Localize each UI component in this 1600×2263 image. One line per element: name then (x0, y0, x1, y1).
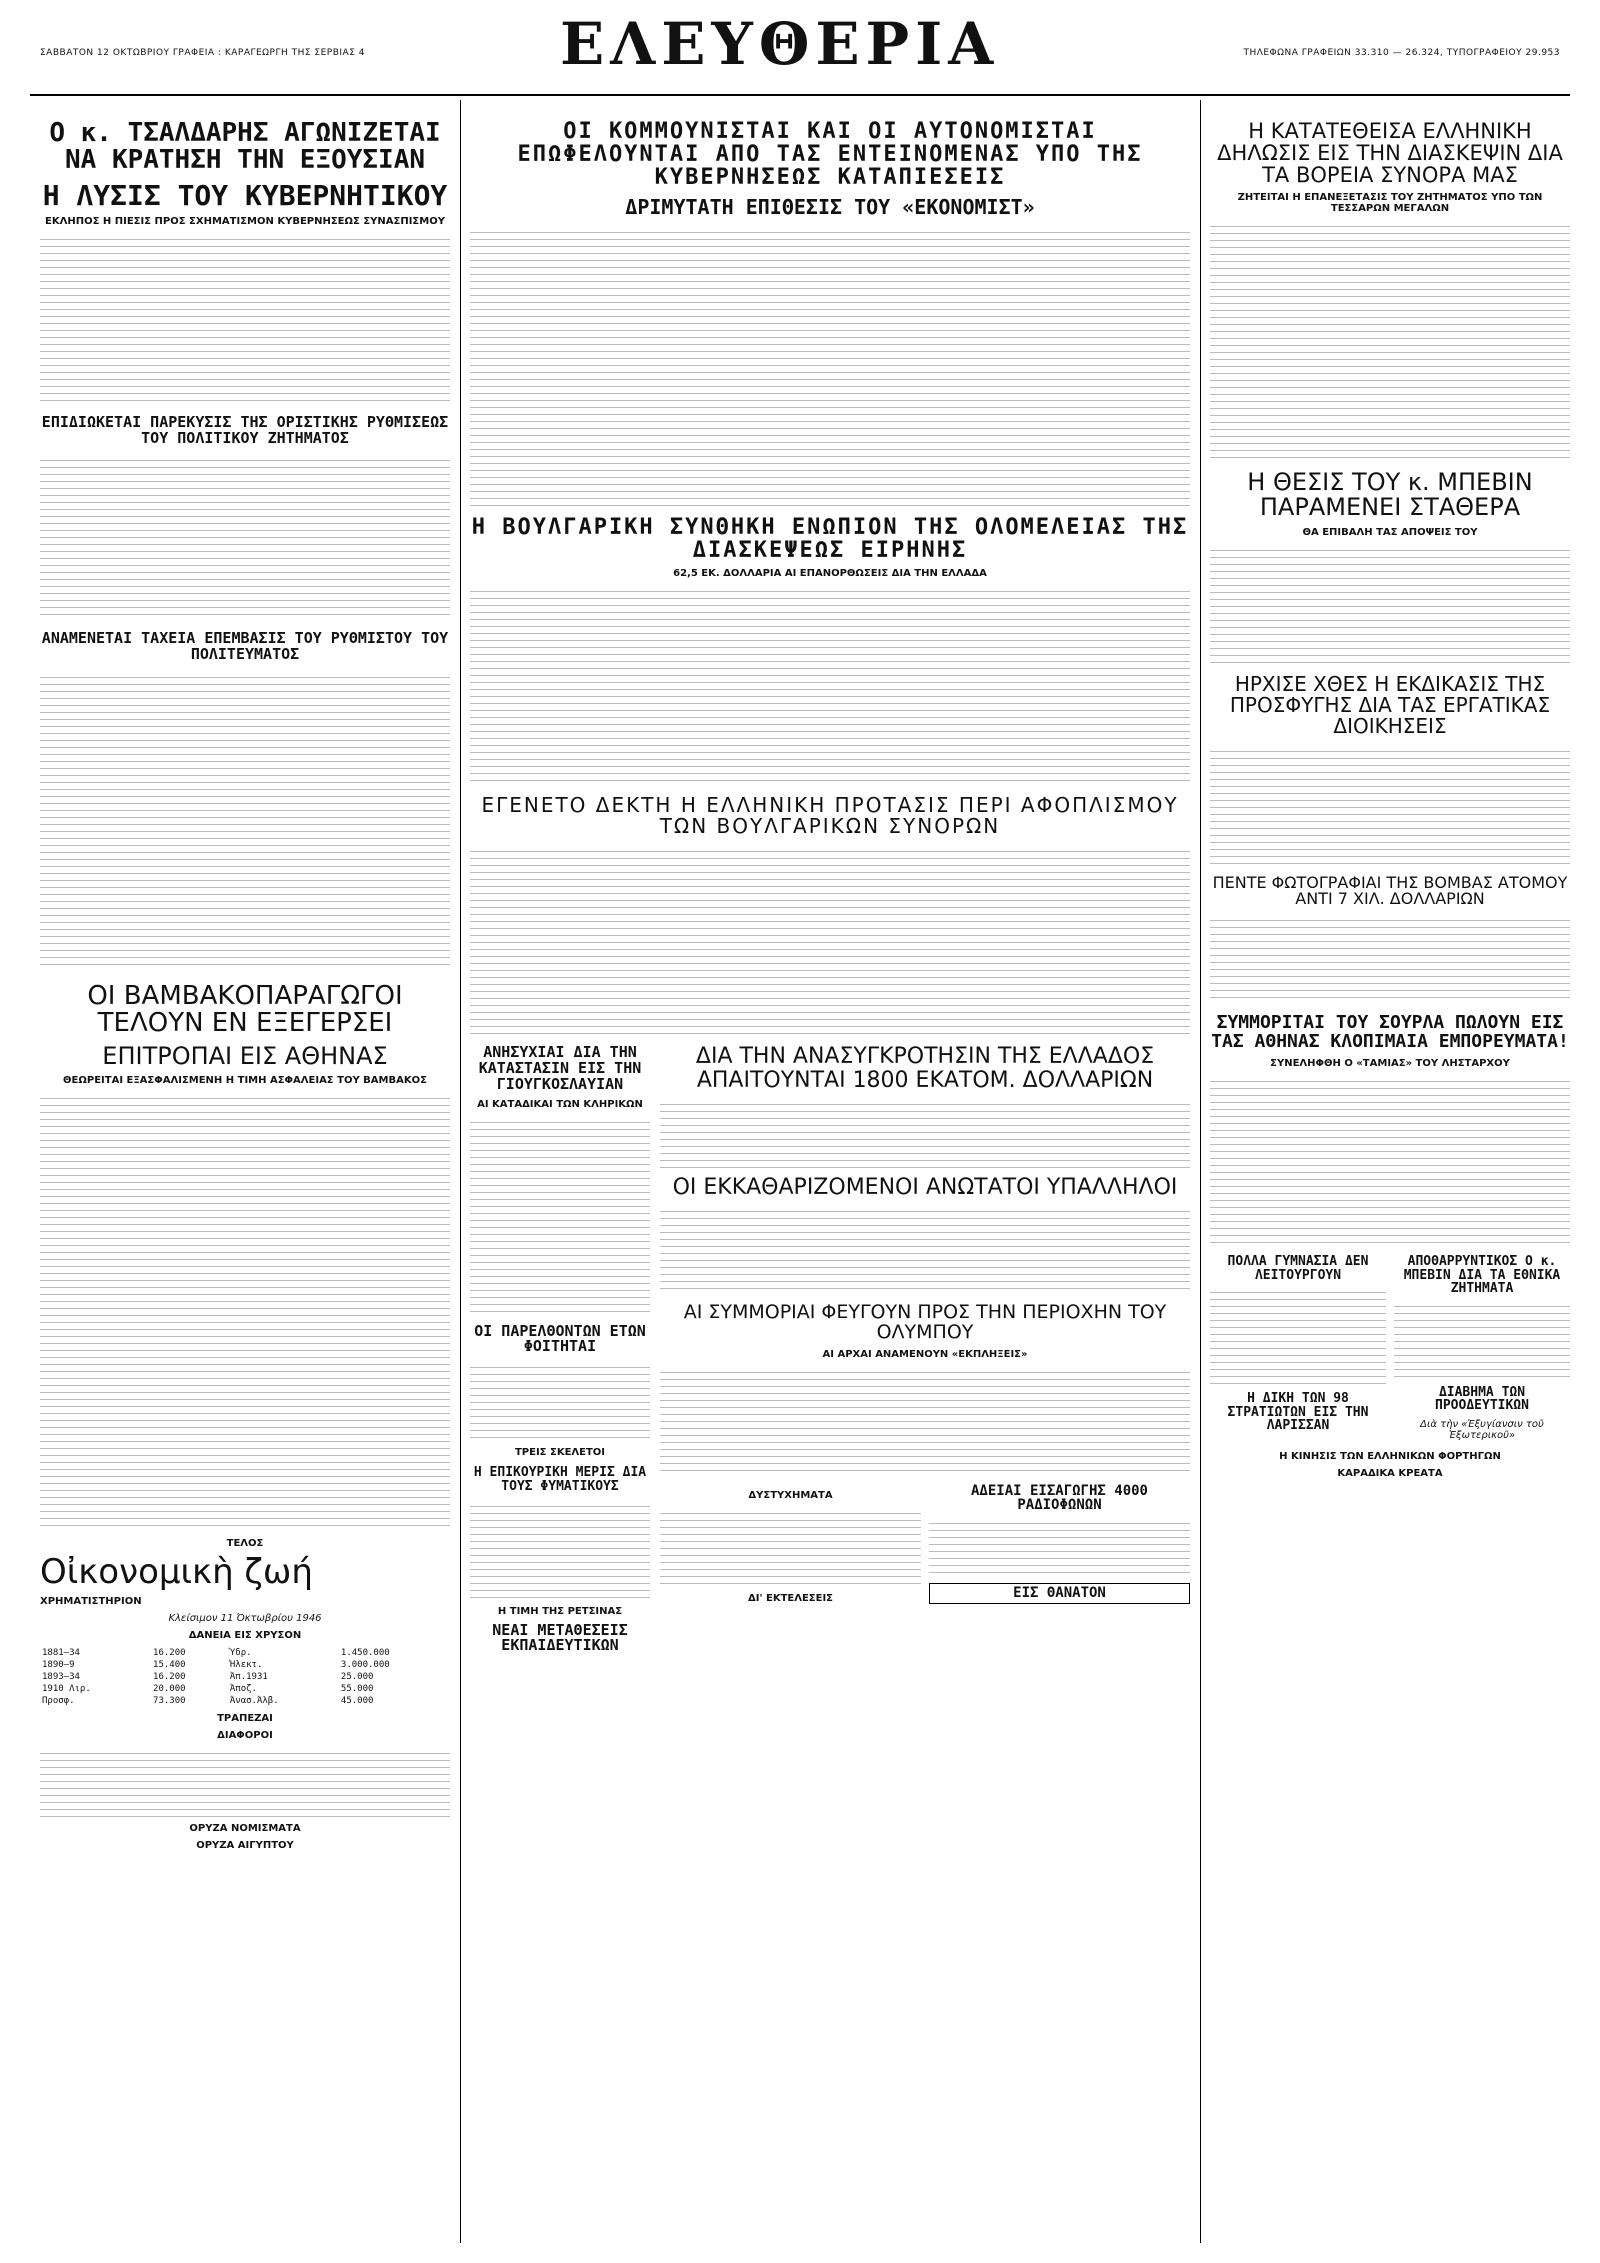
economy-date: Κλείσιμον 11 Ὀκτωβρίου 1946 (168, 1613, 322, 1625)
subhead: ΔΙ' ΕΚΤΕΛΕΣΕΙΣ (747, 1592, 834, 1604)
article-text (1210, 914, 1570, 1004)
economy-row (40, 1671, 450, 1683)
headline-diavima: ΔΙΑΒΗΜΑ ΤΩΝ ΠΡΟΟΔΕΥΤΙΚΩΝ (1435, 1384, 1529, 1414)
headline-katatetheisa: Η ΚΑΤΑΤΕΘΕΙΣΑ ΕΛΛΗΝΙΚΗ ΔΗΛΩΣΙΣ ΕΙΣ ΤΗΝ ΔΙΑΣΚΕΨΙΝ ΔΙΑ ΤΑ ΒΟΡΕΙΑ ΣΥΝΟΡΑ ΜΑΣ (1217, 119, 1563, 188)
subhead: ΚΑΡΑΔΙΚΑ ΚΡΕΑΤΑ (1337, 1468, 1443, 1480)
economy-table-title: ΤΡΑΠΕΖΑΙ (217, 1713, 273, 1725)
masthead-phones: ΤΗΛΕΦΩΝΑ ΓΡΑΦΕΙΩΝ 33.310 — 26.324, ΤΥΠΟΓΡΑΦΕΙΟΥ 29.953 (1243, 48, 1560, 58)
subhead: ΣΥΝΕΛΗΦΘΗ Ο «ΤΑΜΙΑΣ» ΤΟΥ ΛΗΣΤΑΡΧΟΥ (1270, 1057, 1510, 1069)
headline-fotografiai-vomvas: ΠΕΝΤΕ ΦΩΤΟΓΡΑΦΙΑΙ ΤΗΣ ΒΟΜΒΑΣ ΑΤΟΜΟΥ ΑΝΤΙ 7 ΧΙΛ. ΔΟΛΛΑΡΙΩΝ (1212, 872, 1568, 909)
subhead: ΘΕΩΡΕΙΤΑΙ ΕΞΑΣΦΑΛΙΣΜΕΝΗ Η ΤΙΜΗ ΑΣΦΑΛΕΙΑΣ ΤΟΥ ΒΑΜΒΑΚΟΣ (63, 1074, 427, 1086)
article-text (40, 1092, 450, 1532)
article-text (470, 585, 1190, 785)
headline-radiofona: ΑΔΕΙΑΙ ΕΙΣΑΓΩΓΗΣ 4000 ΡΑΔΙΟΦΩΝΩΝ (970, 1482, 1148, 1514)
article-text (660, 1366, 1190, 1476)
economy-cell: 1881—34 (42, 1648, 80, 1659)
headline-eis-thanaton: ΕΙΣ ΘΑΝΑΤΟΝ (929, 1583, 1190, 1604)
headline-giougkoslavia: ΑΝΗΣΥΧΙΑΙ ΔΙΑ ΤΗΝ ΚΑΤΑΣΤΑΣΙΝ ΕΙΣ ΤΗΝ ΓΙΟΥΓΚΟΣΛΑΥΙΑΝ (478, 1043, 642, 1093)
masthead-date: ΣΑΒΒΑΤΟΝ 12 ΟΚΤΩΒΡΙΟΥ ΓΡΑΦΕΙΑ : ΚΑΡΑΓΕΩΡΓΗ ΤΗΣ ΣΕΡΒΙΑΣ 4 (40, 48, 365, 58)
subhead: 62,5 ΕΚ. ΔΟΛΛΑΡΙΑ ΑΙ ΕΠΑΝΟΡΘΩΣΕΙΣ ΔΙΑ ΤΗΝ ΕΛΛΑΔΑ (673, 568, 987, 580)
economy-table (40, 1647, 450, 1707)
headline-voulgariki-synthiki: Η ΒΟΥΛΓΑΡΙΚΗ ΣΥΝΘΗΚΗ ΕΝΩΠΙΟΝ ΤΗΣ ΟΛΟΜΕΛΕΙΑΣ ΤΗΣ ΔΙΑΣΚΕΨΕΩΣ ΕΙΡΗΝΗΣ (471, 515, 1189, 564)
economy-cell: Ἀνασ.Ἀλβ. (229, 1696, 279, 1707)
masthead-rule (30, 94, 1570, 96)
headline-diki-stratioton: Η ΔΙΚΗ ΤΩΝ 98 ΣΤΡΑΤΙΩΤΩΝ ΕΙΣ ΤΗΝ ΛΑΡΙΣΣΑΝ (1227, 1391, 1369, 1434)
economy-cell: 73.300 (153, 1696, 186, 1707)
headline-metatheseis: ΝΕΑΙ ΜΕΤΑΘΕΣΕΙΣ ΕΚΠΑΙΔΕΥΤΙΚΩΝ (492, 1620, 628, 1655)
article-text (1210, 745, 1570, 865)
subhead: Διὰ τὴν «Ἐξυγίανσιν τοῦ Ἐξωτερικοῦ» (1420, 1419, 1544, 1442)
economy-table-title: ΟΡΥΖΑ ΑΙΓΥΠΤΟΥ (196, 1840, 294, 1852)
economy-table-title: ΔΑΝΕΙΑ ΕΙΣ ΧΡΥΣΟΝ (188, 1630, 302, 1642)
headline-epitropai: ΕΠΙΤΡΟΠΑΙ ΕΙΣ ΑΘΗΝΑΣ (102, 1041, 388, 1070)
article-text (40, 454, 450, 619)
economy-cell: 1.450.000 (340, 1648, 390, 1659)
headline-foitites: ΟΙ ΠΑΡΕΛΘΟΝΤΩΝ ΕΤΩΝ ΦΟΙΤΗΤΑΙ (474, 1321, 646, 1356)
economy-table-title: ΟΡΥΖΑ ΝΟΜΙΣΜΑΤΑ (189, 1823, 301, 1835)
economy-cell: 20.000 (153, 1684, 186, 1695)
economy-cell: Προσφ. (42, 1696, 75, 1707)
headline-vamvakoparagogoi: ΟΙ ΒΑΜΒΑΚΟΠΑΡΑΓΩΓΟΙ ΤΕΛΟΥΝ ΕΝ ΕΞΕΓΕΡΣΕΙ (87, 980, 403, 1039)
subhead: ΤΡΕΙΣ ΣΚΕΛΕΤΟΙ (514, 1447, 606, 1459)
subhead: ΕΚΛΗΠΟΣ Η ΠΙΕΣΙΣ ΠΡΟΣ ΣΧΗΜΑΤΙΣΜΟΝ ΚΥΒΕΡΝΗΣΕΩΣ ΣΥΝΑΣΠΙΣΜΟΥ (45, 215, 445, 227)
article-text (470, 1361, 650, 1441)
headline-anamenetai: ΑΝΑΜΕΝΕΤΑΙ ΤΑΧΕΙΑ ΕΠΕΜΒΑΣΙΣ ΤΟΥ ΡΥΘΜΙΣΤΟΥ ΤΟΥ ΠΟΛΙΤΕΥΜΑΤΟΣ (41, 629, 449, 664)
article-text (470, 1500, 650, 1600)
article-text (470, 1116, 650, 1316)
article-text (660, 1098, 1190, 1168)
economy-cell: Ἡλεκτ. (229, 1660, 263, 1671)
headline-symmoriai: ΑΙ ΣΥΜΜΟΡΙΑΙ ΦΕΥΓΟΥΝ ΠΡΟΣ ΤΗΝ ΠΕΡΙΟΧΗΝ ΤΟΥ ΟΛΥΜΠΟΥ (683, 1300, 1167, 1343)
article-text (929, 1517, 1190, 1577)
economy-cell: 55.000 (340, 1684, 374, 1695)
economy-row (40, 1659, 450, 1671)
economy-cell: Ἀποζ. (229, 1684, 257, 1695)
column-right (1210, 100, 1570, 1485)
subhead: ΘΑ ΕΠΙΒΑΛΗ ΤΑΣ ΑΠΟΨΕΙΣ ΤΟΥ (1302, 526, 1478, 538)
headline-tsaldaris: Ο κ. ΤΣΑΛΔΑΡΗΣ ΑΓΩΝΙΖΕΤΑΙ ΝΑ ΚΡΑΤΗΣΗ ΤΗΝ ΕΞΟΥΣΙΑΝ (49, 118, 441, 176)
article-text (660, 1507, 921, 1587)
economy-cell: 25.000 (340, 1672, 374, 1683)
headline-gymnasia: ΠΟΛΛΑ ΓΥΜΝΑΣΙΑ ΔΕΝ ΛΕΙΤΟΥΡΓΟΥΝ (1227, 1253, 1369, 1283)
column-left (40, 100, 450, 1857)
article-text (40, 671, 450, 971)
article-text (470, 845, 1190, 1035)
article-text (1210, 220, 1570, 460)
economy-title: Οἰκονομικὴ ζωή (40, 1551, 313, 1592)
headline-aforplismos: ΕΓΕΝΕΤΟ ΔΕΚΤΗ Η ΕΛΛΗΝΙΚΗ ΠΡΟΤΑΣΙΣ ΠΕΡΙ ΑΦΟΠΛΙΣΜΟΥ ΤΩΝ ΒΟΥΛΓΑΡΙΚΩΝ ΣΥΝΟΡΩΝ (481, 793, 1179, 839)
subhead: ΖΗΤΕΙΤΑΙ Η ΕΠΑΝΕΞΕΤΑΣΙΣ ΤΟΥ ΖΗΤΗΜΑΤΟΣ ΥΠΟ ΤΩΝ ΤΕΣΣΑΡΩΝ ΜΕΓΑΛΩΝ (1237, 192, 1543, 215)
economy-cell: 3.000.000 (340, 1660, 390, 1671)
subhead: Η ΤΙΜΗ ΤΗΣ ΡΕΤΣΙΝΑΣ (497, 1605, 623, 1617)
headline-anasygkrotisi: ΔΙΑ ΤΗΝ ΑΝΑΣΥΓΚΡΟΤΗΣΙΝ ΤΗΣ ΕΛΛΑΔΟΣ ΑΠΑΙΤΟΥΝΤΑΙ 1800 ΕΚΑΤΟΜ. ΔΟΛΛΑΡΙΩΝ (695, 1044, 1155, 1093)
economy-cell: 16.200 (153, 1672, 186, 1683)
article-text (1210, 544, 1570, 664)
economy-cell: 15.400 (153, 1660, 186, 1671)
column-divider (460, 100, 461, 2243)
headline-kommounistai: ΟΙ ΚΟΜΜΟΥΝΙΣΤΑΙ ΚΑΙ ΟΙ ΑΥΤΟΝΟΜΙΣΤΑΙ ΕΠΩΦΕΛΟΥΝΤΑΙ ΑΠΟ ΤΑΣ ΕΝΤΕΙΝΟΜΕΝΑΣ ΥΠΟ ΤΗΣ ΚΥΒΕΡΝΗΣΕΩΣ ΚΑΤΑΠΙΕΣΕΙΣ (517, 119, 1143, 191)
economy-cell: 45.000 (340, 1696, 374, 1707)
column-divider (1200, 100, 1201, 2243)
subhead: ΑΙ ΚΑΤΑΔΙΚΑΙ ΤΩΝ ΚΛΗΡΙΚΩΝ (477, 1098, 643, 1110)
masthead (0, 0, 1600, 110)
article-text (470, 226, 1190, 506)
economy-cell: 16.200 (153, 1648, 186, 1659)
headline-mpevin-thesis: Η ΘΕΣΙΣ ΤΟΥ κ. ΜΠΕΒΙΝ ΠΑΡΑΜΕΝΕΙ ΣΤΑΘΕΡΑ (1247, 468, 1533, 522)
article-text (1210, 1286, 1386, 1386)
economy-row (40, 1647, 450, 1659)
article-text (40, 1747, 450, 1817)
headline-lysis: Η ΛΥΣΙΣ ΤΟΥ ΚΥΒΕΡΝΗΤΙΚΟΥ (42, 178, 448, 212)
subhead: Η ΚΙΝΗΣΙΣ ΤΩΝ ΕΛΛΗΝΙΚΩΝ ΦΟΡΤΗΓΩΝ (1279, 1451, 1501, 1463)
economy-row (40, 1683, 450, 1695)
article-text (660, 1205, 1190, 1295)
economy-cell: 1893—34 (42, 1672, 80, 1683)
telos: ΤΕΛΟΣ (226, 1537, 264, 1549)
economy-subtitle: ΧΡΗΜΑΤΙΣΤΗΡΙΟΝ (40, 1596, 142, 1608)
article-text (1210, 1075, 1570, 1245)
economy-cell: Ἀπ.1931 (229, 1672, 268, 1683)
economy-table-title: ΔΙΑΦΟΡΟΙ (217, 1730, 273, 1742)
economy-cell: 1890—9 (42, 1660, 75, 1671)
article-text (1394, 1300, 1570, 1380)
headline-epidioketai: ΕΠΙΔΙΩΚΕΤΑΙ ΠΑΡΕΚΥΣΙΣ ΤΗΣ ΟΡΙΣΤΙΚΗΣ ΡΥΘΜΙΣΕΩΣ ΤΟΥ ΠΟΛΙΤΙΚΟΥ ΖΗΤΗΜΑΤΟΣ (41, 412, 449, 447)
column-center (470, 100, 1190, 1654)
economy-cell: 1910 Λιρ. (42, 1684, 91, 1695)
economy-row (40, 1695, 450, 1707)
headline-ekkatharizomenoi: ΟΙ ΕΚΚΑΘΑΡΙΖΟΜΕΝΟΙ ΑΝΩΤΑΤΟΙ ΥΠΑΛΛΗΛΟΙ (672, 1174, 1178, 1200)
headline-fymatikoi: Η ΕΠΙΚΟΥΡΙΚΗ ΜΕΡΙΣ ΔΙΑ ΤΟΥΣ ΦΥΜΑΤΙΚΟΥΣ (473, 1465, 647, 1494)
subhead: ΔΥΣΤΥΧΗΜΑΤΑ (748, 1489, 833, 1501)
newspaper-title: ΕΛΕΥΘΕΡΙΑ (560, 10, 1000, 78)
headline-symmoritai-sourla: ΣΥΜΜΟΡΙΤΑΙ ΤΟΥ ΣΟΥΡΛΑ ΠΩΛΟΥΝ ΕΙΣ ΤΑΣ ΑΘΗΝΑΣ ΚΛΟΠΙΜΑΙΑ ΕΜΠΟΡΕΥΜΑΤΑ! (1211, 1012, 1569, 1052)
headline-apotharryntikos: ΑΠΟΘΑΡΡΥΝΤΙΚΟΣ Ο κ. ΜΠΕΒΙΝ ΔΙΑ ΤΑ ΕΘΝΙΚΑ ΖΗΤΗΜΑΤΑ (1403, 1253, 1561, 1297)
article-text (40, 233, 450, 403)
subhead: ΑΙ ΑΡΧΑΙ ΑΝΑΜΕΝΟΥΝ «ΕΚΠΛΗΞΕΙΣ» (822, 1348, 1028, 1360)
headline-economist: ΔΡΙΜΥΤΑΤΗ ΕΠΙΘΕΣΙΣ ΤΟΥ «ΕΚΟΝΟΜΙΣΤ» (625, 195, 1035, 220)
economy-cell: Ὑδρ. (229, 1648, 252, 1659)
headline-ekdikasis: ΗΡΧΙΣΕ ΧΘΕΣ Η ΕΚΔΙΚΑΣΙΣ ΤΗΣ ΠΡΟΣΦΥΓΗΣ ΔΙΑ ΤΑΣ ΕΡΓΑΤΙΚΑΣ ΔΙΟΙΚΗΣΕΙΣ (1229, 671, 1551, 738)
